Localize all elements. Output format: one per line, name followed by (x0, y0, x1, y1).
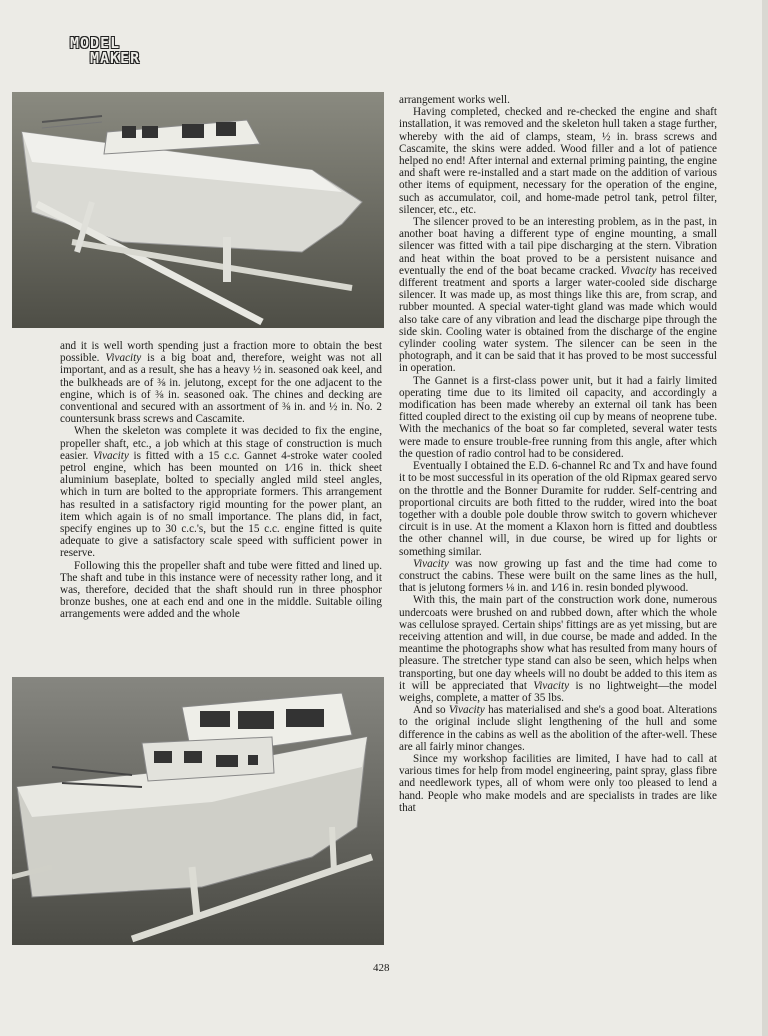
page-number: 428 (373, 962, 390, 974)
page-edge (762, 0, 768, 1036)
paragraph: Vivacity was now growing up fast and the time had come to construct the cabins. These were built on the same lines as the hull, that is jelutong formers ⅛ in. and 1⁄16 in. resin bonded plywood. (399, 557, 717, 595)
left-column-text (60, 340, 382, 621)
paragraph: With this, the main part of the construction work done, numerous undercoats were brushed on and rubbed down, after which the whole was cellulose sprayed. Certain ships' fittings are as yet missing, but are receiving attention and will, in due course, be made and added. In the meantime the photographs show what has resulted from many hours of pleasure. The stretcher type stand can also be seen, which helps when transporting, but one day wheels will no doubt be added to this item as it will be appreciated that Vivacity is no lightweight—the model weighs, complete, a matter of 35 lbs. (399, 594, 717, 704)
magazine-logo (70, 36, 140, 66)
paragraph: And so Vivacity has materialised and she's a good boat. Alterations to the original include slight lengthening of the hull and some difference in the cabins as well as the abolition of the after-well. These are all fairly minor changes. (399, 704, 717, 753)
logo-line-2: MAKER (90, 49, 141, 67)
logo-line-1: MODEL (70, 34, 121, 52)
paragraph: and it is well worth spending just a fraction more to obtain the best possible. Vivacity is a big boat and, therefore, weight was not all important, and as a result, she has a heavy ½ in. seasoned oak keel, and the bulkheads are of ⅜ in. jelutong, except for the one adjacent to the engine, which is of ⅜ in. seasoned oak. The chines and decking are conventional and secured with an assortment of ⅜ in. and ½ in. No. 2 countersunk brass screws and Cascamite. (60, 340, 382, 426)
paragraph: The Gannet is a first-class power unit, but it had a fairly limited operating time due to its limited oil capacity, and accordingly a modification has been made whereby an external oil tank has been fitted coupled direct to the existing oil cup by means of neoprene tube. With the mechanics of the boat so far completed, several water tests were made to ensure trouble-free running from this angle, after which the question of radio control had to be considered. (399, 374, 717, 460)
paragraph: The silencer proved to be an interesting problem, as in the past, in another boat having a different type of engine mounting, a small silencer was fitted with a tail pipe discharging at the stern. Vibration and heat within the boat proved to be a persistent nuisance and eventually the end of the boat became cracked. Vivacity has received different treatment and sports a larger water-cooled side discharge silencer. It was made up, as most things like this are, from scrap, and rubber mounted. A special water-tight gland was made which would also take care of any vibration and lead the discharge pipe through the side skin. Cooling water is obtained from the discharge of the engine cylinder cooling water system. The silencer can be seen in the photograph, and it can be said that it has proved to be most successful in operation. (399, 216, 717, 375)
paragraph: Since my workshop facilities are limited, I have had to call at various times for help from model engineering, paint spray, glass fibre and needlework types, all of whom were only too pleased to lend a hand. People who make models and are specialists in trades are like that (399, 752, 717, 814)
boat-photo-bow-view (12, 677, 384, 945)
paragraph: arrangement works well. (399, 94, 510, 106)
paragraph: Following this the propeller shaft and tube were fitted and lined up. The shaft and tube in this instance were of necessity rather long, and it was, therefore, decided that the shaft should run in three phosphor bronze bushes, one at each end and one in the middle. Suitable oiling arrangements were added and the whole (60, 559, 382, 621)
paragraph: Eventually I obtained the E.D. 6-channel Rc and Tx and have found it to be most successful in its operation of the old Ripmax geared servo on the throttle and the Bonner Duramite for rudder. Self-centring and proportional circuits are both fitted to the rudder, wired into the boat together with a double pole double throw switch to govern whichever circuit is in use. At the moment a Klaxon horn is fitted and doubtless the other channel will, in due course, be wired up for lights or something similar. (399, 460, 717, 558)
paragraph: Having completed, checked and re-checked the engine and shaft installation, it was removed and the skeleton hull taken a stage further, whereby with the aid of clamps, steam, ½ in. brass screws and Cascamite, the skins were added. Wood filler and a lot of patience helped no end! After internal and external priming painting, the engine and shaft were re-installed and a start made on the addition of various other items of equipment, necessary for the operation of the engine, such as accumulator, coil, and home-made petrol tank, petrol filter, silencer, etc., etc. (399, 106, 717, 216)
paragraph: When the skeleton was complete it was decided to fix the engine, propeller shaft, etc., a job which at this stage of construction is much easier. Vivacity is fitted with a 15 c.c. Gannet 4-stroke water cooled petrol engine, which has been mounted on 1⁄16 in. thick sheet aluminium baseplate, bolted to specially angled mild steel angles, which in turn are bolted to the appropriate formers. This arrangement has resulted in a satisfactory rigid mounting for the power plant, an item which again is of no small importance. The plans did, in fact, specify engines up to 30 c.c.'s, but the 15 c.c. engine fitted is quite adequate to give a satisfactory scale speed with sufficient power in reserve. (60, 425, 382, 560)
boat-photo-side-view (12, 92, 384, 328)
right-column-text (399, 94, 717, 814)
